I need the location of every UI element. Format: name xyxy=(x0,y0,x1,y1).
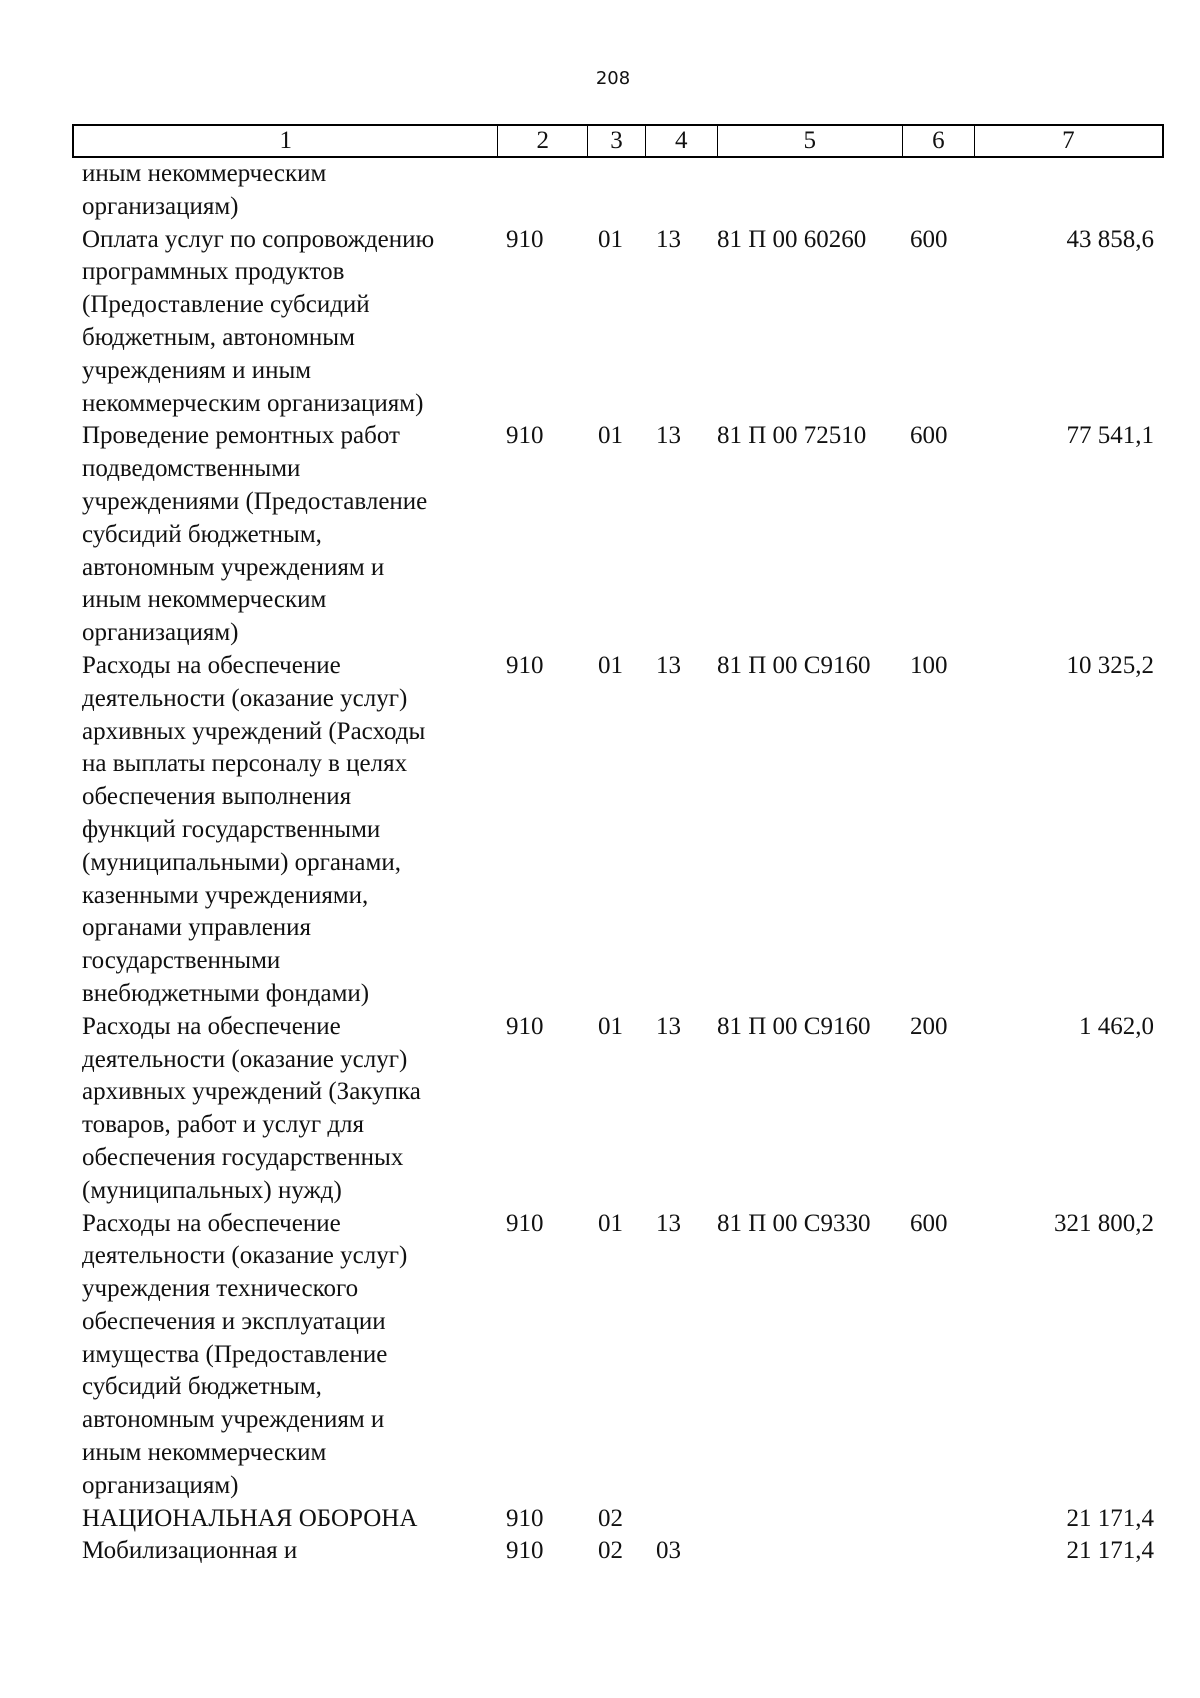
ministry-code: 910 xyxy=(506,1504,544,1532)
ministry-code: 910 xyxy=(506,1209,544,1237)
description-line: архивных учреждений (Закупка xyxy=(82,1078,421,1106)
column-header-6: 6 xyxy=(903,126,975,156)
subsection-code: 13 xyxy=(656,422,681,450)
table-header xyxy=(72,124,1164,158)
row-description xyxy=(82,1535,482,1568)
description-line: некоммерческим организациям) xyxy=(82,389,424,417)
target-article-code: 81 П 00 С9160 xyxy=(717,651,871,679)
ministry-code: 910 xyxy=(506,225,544,253)
expense-type-code: 200 xyxy=(910,1012,948,1040)
table-row xyxy=(82,1208,1162,1503)
description-line: НАЦИОНАЛЬНАЯ ОБОРОНА xyxy=(82,1504,418,1532)
amount-value: 21 171,4 xyxy=(1066,1504,1154,1532)
description-line: автономным учреждениям и xyxy=(82,553,385,581)
table-row xyxy=(82,158,1162,224)
description-line: организациям) xyxy=(82,192,239,220)
row-description xyxy=(82,158,482,224)
description-line: автономным учреждениям и xyxy=(82,1406,385,1434)
description-line: имущества (Предоставление xyxy=(82,1340,388,1368)
ministry-code: 910 xyxy=(506,1537,544,1565)
table-row xyxy=(82,1535,1162,1568)
page-number: 208 xyxy=(595,68,631,89)
amount-value: 321 800,2 xyxy=(1054,1209,1154,1237)
description-line: обеспечения и эксплуатации xyxy=(82,1307,386,1335)
expense-type-code: 600 xyxy=(910,225,948,253)
description-line: иным некоммерческим xyxy=(82,1439,327,1467)
description-line: функций государственными xyxy=(82,815,381,843)
description-line: подведомственными xyxy=(82,455,301,483)
description-line: учреждениями (Предоставление xyxy=(82,487,428,515)
row-description xyxy=(82,1011,482,1208)
description-line: Расходы на обеспечение xyxy=(82,1012,341,1040)
amount-value: 43 858,6 xyxy=(1066,225,1154,253)
column-header-2: 2 xyxy=(498,126,588,156)
description-line: (Предоставление субсидий xyxy=(82,291,370,319)
section-code: 01 xyxy=(598,422,623,450)
expense-type-code: 100 xyxy=(910,651,948,679)
description-line: обеспечения выполнения xyxy=(82,783,352,811)
table-row xyxy=(82,1011,1162,1208)
description-line: учреждениям и иным xyxy=(82,356,312,384)
description-line: бюджетным, автономным xyxy=(82,323,355,351)
expense-type-code: 600 xyxy=(910,1209,948,1237)
table-row xyxy=(82,1503,1162,1536)
subsection-code: 13 xyxy=(656,1012,681,1040)
description-line: государственными xyxy=(82,947,281,975)
section-code: 01 xyxy=(598,1209,623,1237)
target-article-code: 81 П 00 С9330 xyxy=(717,1209,871,1237)
target-article-code: 81 П 00 72510 xyxy=(717,422,867,450)
description-line: организациям) xyxy=(82,1471,239,1499)
description-line: на выплаты персоналу в целях xyxy=(82,750,408,778)
subsection-code: 13 xyxy=(656,225,681,253)
column-header-1: 1 xyxy=(74,126,498,156)
ministry-code: 910 xyxy=(506,1012,544,1040)
section-code: 02 xyxy=(598,1537,623,1565)
description-line: программных продуктов xyxy=(82,258,345,286)
column-header-4: 4 xyxy=(646,126,718,156)
description-line: Проведение ремонтных работ xyxy=(82,422,400,450)
table-body xyxy=(82,158,1162,1568)
description-line: казенными учреждениями, xyxy=(82,881,369,909)
description-line: товаров, работ и услуг для xyxy=(82,1111,365,1139)
description-line: деятельности (оказание услуг) xyxy=(82,684,408,712)
subsection-code: 13 xyxy=(656,651,681,679)
description-line: деятельности (оказание услуг) xyxy=(82,1242,408,1270)
description-line: деятельности (оказание услуг) xyxy=(82,1045,408,1073)
description-line: органами управления xyxy=(82,914,312,942)
description-line: организациям) xyxy=(82,619,239,647)
table-row xyxy=(82,224,1162,421)
description-line: (муниципальными) органами, xyxy=(82,848,401,876)
section-code: 01 xyxy=(598,225,623,253)
description-line: субсидий бюджетным, xyxy=(82,520,322,548)
description-line: иным некоммерческим xyxy=(82,586,327,614)
row-description xyxy=(82,224,482,421)
row-description xyxy=(82,1208,482,1503)
description-line: иным некоммерческим xyxy=(82,160,327,187)
row-description xyxy=(82,1503,482,1536)
description-line: учреждения технического xyxy=(82,1275,359,1303)
row-description xyxy=(82,650,482,1011)
target-article-code: 81 П 00 С9160 xyxy=(717,1012,871,1040)
section-code: 01 xyxy=(598,651,623,679)
ministry-code: 910 xyxy=(506,422,544,450)
description-line: архивных учреждений (Расходы xyxy=(82,717,426,745)
column-header-3: 3 xyxy=(588,126,646,156)
target-article-code: 81 П 00 60260 xyxy=(717,225,867,253)
amount-value: 10 325,2 xyxy=(1066,651,1154,679)
amount-value: 77 541,1 xyxy=(1066,422,1154,450)
description-line: внебюджетными фондами) xyxy=(82,979,370,1007)
description-line: обеспечения государственных xyxy=(82,1143,404,1171)
table-row xyxy=(82,650,1162,1011)
column-header-5: 5 xyxy=(718,126,903,156)
description-line: субсидий бюджетным, xyxy=(82,1373,322,1401)
table-row xyxy=(82,420,1162,650)
section-code: 01 xyxy=(598,1012,623,1040)
description-line: (муниципальных) нужд) xyxy=(82,1176,342,1204)
column-header-7: 7 xyxy=(1062,127,1075,154)
subsection-code: 03 xyxy=(656,1537,681,1565)
expense-type-code: 600 xyxy=(910,422,948,450)
description-line: Расходы на обеспечение xyxy=(82,1209,341,1237)
amount-value: 21 171,4 xyxy=(1066,1537,1154,1565)
ministry-code: 910 xyxy=(506,651,544,679)
amount-value: 1 462,0 xyxy=(1079,1012,1154,1040)
description-line: Расходы на обеспечение xyxy=(82,651,341,679)
description-line: Оплата услуг по сопровождению xyxy=(82,225,435,253)
description-line: Мобилизационная и xyxy=(82,1537,298,1565)
subsection-code: 13 xyxy=(656,1209,681,1237)
row-description xyxy=(82,420,482,650)
section-code: 02 xyxy=(598,1504,623,1532)
